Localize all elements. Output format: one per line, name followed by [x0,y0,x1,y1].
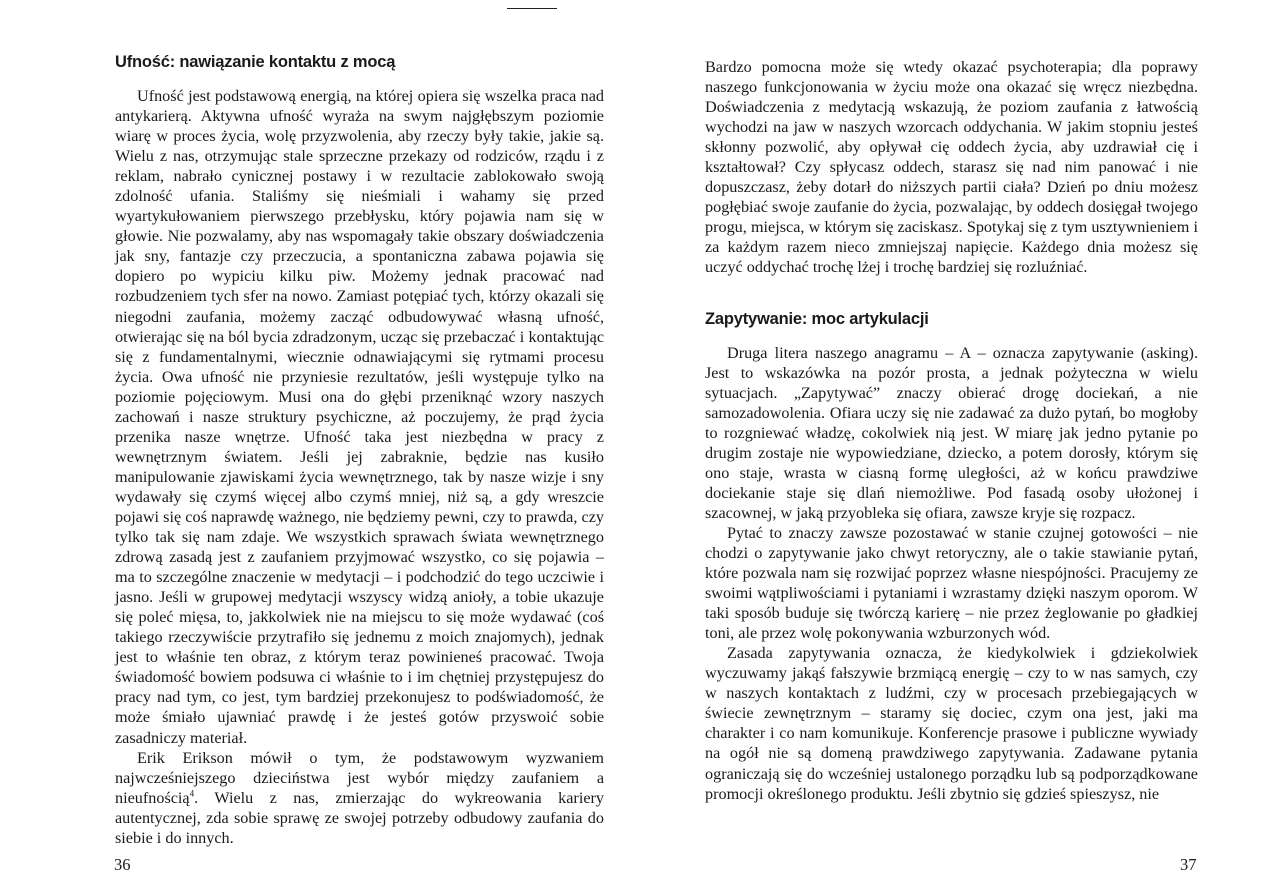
paragraph: Ufność jest podstawową energią, na której opiera się wszelka praca nad antykarierą. Aktywna ufność wyraża na swym najgłębszym poziomie wiarę w proces życia, wolę przyzwolenia, aby rzeczy były takie, jakie są. Wielu z nas, otrzymując stale sprzeczne przekazy od rodziców, rządu i z reklam, nabrało cynicznej postawy i w rezultacie zablokowało swoją zdolność ufania. Staliśmy się nieśmiali i wahamy się przed wyartykułowaniem pierwszego przebłysku, który pojawia nam się w głowie. Nie pozwalamy, aby nas wspomagały takie obszary doświadczenia jak sny, fantazje czy przeczucia, a spontaniczna zabawa pojawia się dopiero po wypiciu kilku piw. Możemy jednak pracować nad rozbudzeniem tych sfer na nowo. Zamiast potępiać tych, którzy okazali się niegodni zaufania, możemy zacząć odbudowywać własną ufność, otwierając się na ból bycia zdradzonym, ucząc się przebaczać i kontaktując się z fundamentalnymi, wiecznie odnawiającymi się rytmami procesu życia. Owa ufność nie przyniesie rezultatów, jeśli występuje tylko na poziomie pojęciowym. Musi ona do głębi przeniknąć wzory naszych zachowań i nasze struktury psychiczne, aż poczujemy, że prąd życia przenika nasze wnętrze. Ufność taka jest niezbędna w pracy z wewnętrznym światem. Jeśli jej zabraknie, będzie nas kusiło manipulowanie zjawiskami życia wewnętrznego, tak by nasze wizje i sny wydawały się czymś więcej albo czymś mniej, niż są, a gdy wreszcie pojawi się coś naprawdę ważnego, nie będziemy pewni, czy to prawda, czy tylko tak się nam zdaje. We wszystkich sprawach świata wewnętrznego zdrową zasadą jest z zaufaniem przyjmować wszystko, co się pojawia – ma to szczególne znaczenie w medytacji – i podchodzić do tego uczciwie i jasno. Jeśli w grupowej medytacji wszyscy widzą anioły, a tobie ukazuje się poleć mięsa, to, jakkolwiek nie na miejscu to się może wydawać (coś takiego rzeczywiście przytrafiło się jednemu z moich znajomych), jednak jest to właśnie ten obraz, z którym teraz powinieneś pracować. Twoja świadomość bowiem podsuwa ci właśnie to i im chętniej przystępujesz do pracy nad tym, co jest, tym bardziej przekonujesz to podświadomość, że może śmiało ujawniać prawdę i że jesteś gotów przyswoić sobie zasadniczy materiał. [115,87,604,747]
page-number: 36 [114,855,131,874]
section-heading-asking: Zapytywanie: moc artykulacji [705,309,929,328]
paragraph-erikson [115,748,604,848]
footnote-marker: 4 [189,788,195,799]
page-number: 37 [1180,855,1197,874]
paragraph-continued: Bardzo pomocna może się wtedy okazać psychoterapia; dla poprawy naszego funkcjonowania w życiu może ona okazać się wręcz niezbędna. Doświadczenia z medytacją wskazują, że poziom zaufania z łatwością wychodzi na jaw w naszych wzorcach oddychania. W jakim stopniu jesteś skłonny pozwolić, aby opływał cię oddech życia, aby uzdrawiał cię i kształtował? Czy spłycasz oddech, starasz się nad nim panować i nie dopuszczasz, żeby dotarł do niższych partii ciała? Dzień po dniu możesz pogłębiać swoje zaufanie do życia, pozwalając, by oddech dosięgał twojego progu, miejsca, w którym się zaciskasz. Spotykaj się z tym usztywnieniem i za każdym razem nieco zmniejszaj napięcie. Każdego dnia możesz się uczyć oddychać trochę lżej i trochę bardziej się rozluźniać. [705,58,1198,277]
paragraph: Pytać to znaczy zawsze pozostawać w stanie czujnej gotowości – nie chodzi o zapytywanie jako chwyt retoryczny, ale o takie stawianie pytań, które pozwala nam się rozwijać poprzez własne niespójności. Pracujemy ze swoimi wątpliwościami i pytaniami i wzrastamy dzięki naszym oporom. W taki sposób buduje się twórczą karierę – nie przez żeglowanie po gładkiej toni, ale przez wolę pokonywania wzburzonych wód. [705,523,1198,643]
left-column [115,52,604,848]
paragraph: Zasada zapytywania oznacza, że kiedykolwiek i gdziekolwiek wyczuwamy jakąś fałszywie brzmiącą energię – czy to w nas samych, czy w naszych kontaktach z ludźmi, czy w procesach przebiegających w świecie zewnętrznym – staramy się dociec, czym ona jest, jaki ma charakter i co nam komunikuje. Konferencje prasowe i publiczne wywiady na ogół nie są domeną prawdziwego zapytywania. Zadawane pytania ograniczają się do wcześniej ustalonego porządku lub są podporządkowane promocji określonego produktu. Jeśli zbytnio się gdzieś spieszysz, nie [705,644,1198,803]
right-page [632,0,1263,893]
left-page [0,0,631,893]
section-heading-trust: Ufność: nawiązanie kontaktu z mocą [115,53,396,71]
paragraph-text: Erik Erikson mówił o tym, że podstawowym wyzwaniem najwcześniejszego dzieciństwa jest wybór między zaufaniem a nieufnością [115,748,604,807]
right-column [705,57,1198,804]
paragraph-text: . Wielu z nas, zmierzając do wykreowania kariery autentycznej, zda sobie sprawę ze swojej potrzeby odbudowy zaufania do siebie i do innych. [115,788,604,847]
paragraph: Druga litera naszego anagramu – A – oznacza zapytywanie (asking). Jest to wskazówka na pozór prosta, a jednak pożyteczna w wielu sytuacjach. „Zapytywać” znaczy obierać drogę dociekań, a nie samozadowolenia. Ofiara uczy się nie zadawać za dużo pytań, bo mogłoby to rozgniewać władzę, cokolwiek nią jest. W miarę jak jedno pytanie po drugim zostaje nie wypowiedziane, dziecko, a potem dorosły, którym się ono staje, wrasta w ciasną formę uległości, aż w końcu prawdziwe dociekanie staje się dlań niemożliwe. Pod fasadą osoby ułożonej i szacownej, w jaką przyobleka się ofiara, zawsze kryje się rozpacz. [705,343,1198,522]
